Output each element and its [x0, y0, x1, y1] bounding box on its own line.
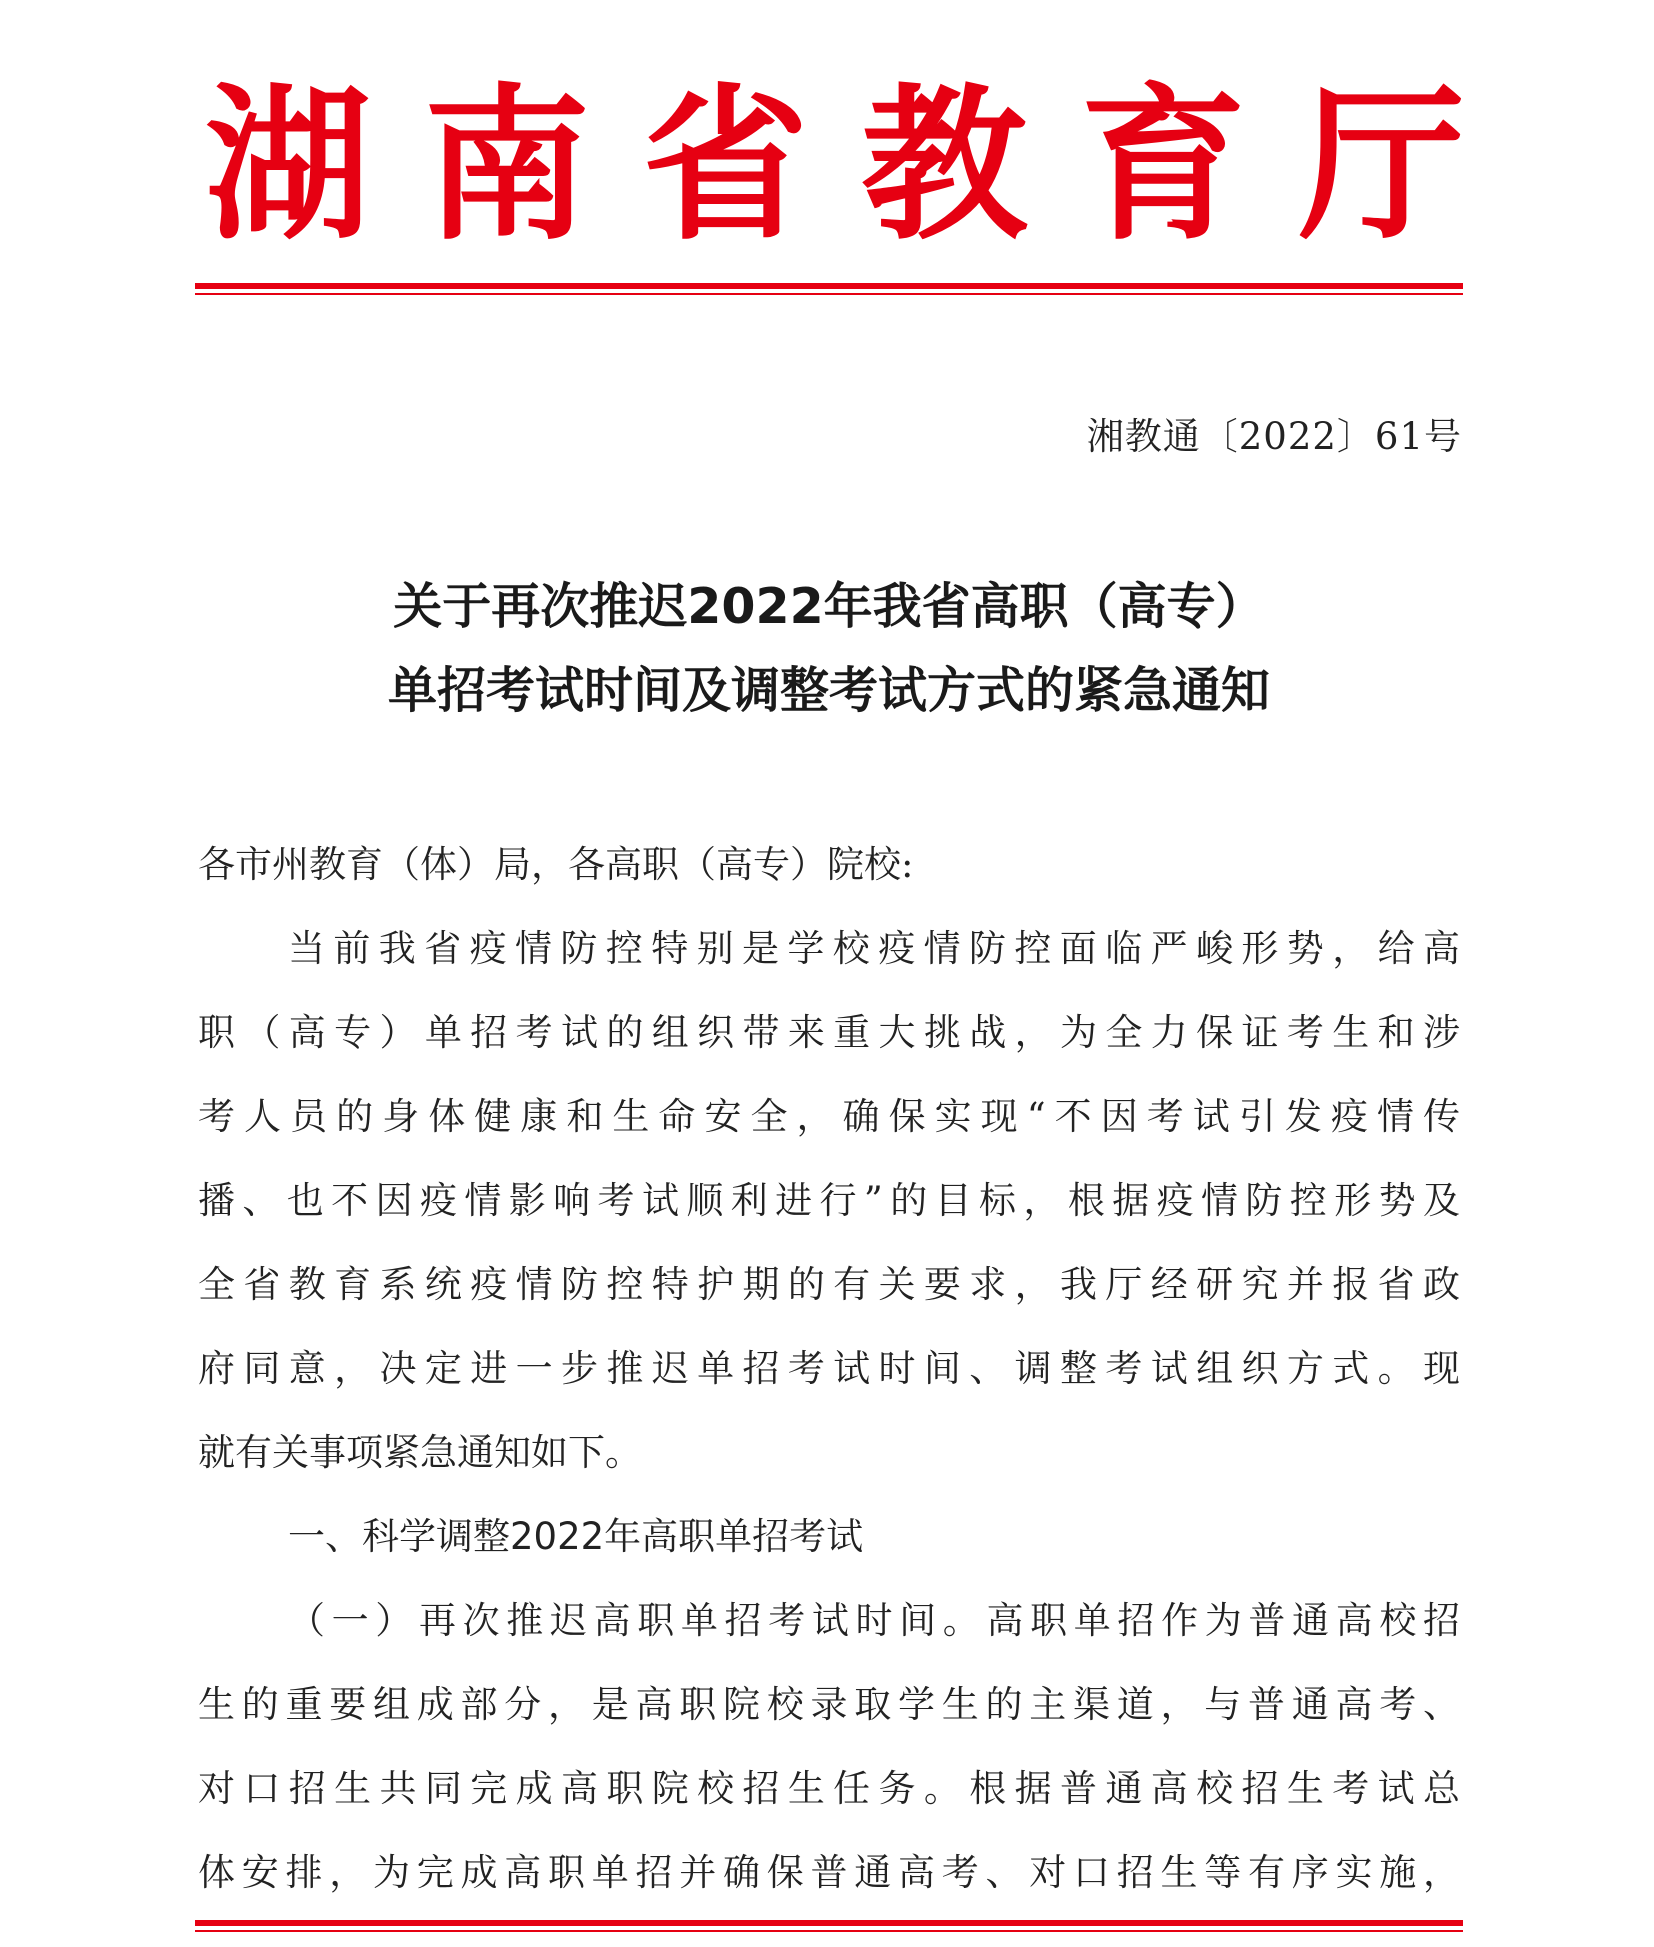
addressee: 各市州教育（体）局，各高职（高专）院校: [198, 843, 914, 886]
section-line: 对口招生共同完成高职院校招生任务。根据普通高校招生考试总 [198, 1767, 1460, 1810]
body-line: 职（高专）单招考试的组织带来重大挑战，为全力保证考生和涉 [198, 1011, 1460, 1054]
masthead-char: 教 [861, 68, 1028, 263]
masthead-char: 省 [642, 68, 809, 263]
title-line-2: 单招考试时间及调整考试方式的紧急通知 [387, 662, 1270, 719]
footer-rule-thick [195, 1920, 1463, 1926]
masthead-rule-thin [195, 293, 1463, 295]
section-heading: 一、科学调整2022年高职单招考试 [288, 1515, 864, 1558]
body-line: 播、也不因疫情影响考试顺利进行”的目标，根据疫情防控形势及 [198, 1179, 1460, 1222]
section-line: （一）再次推迟高职单招考试时间。高职单招作为普通高校招 [288, 1599, 1460, 1642]
document-title [195, 565, 1463, 733]
masthead [205, 68, 1465, 263]
document-body [198, 823, 1460, 1915]
footer-rule-thin [195, 1930, 1463, 1932]
document-number: 湘教通〔2022〕61号 [1086, 415, 1462, 458]
title-line-1: 关于再次推迟2022年我省高职（高专） [393, 578, 1265, 635]
masthead-rule-thick [195, 283, 1463, 289]
body-line: 考人员的身体健康和生命安全，确保实现“不因考试引发疫情传 [198, 1095, 1460, 1138]
body-line: 就有关事项紧急通知如下。 [198, 1431, 642, 1474]
section-line: 生的重要组成部分，是高职院校录取学生的主渠道，与普通高考、 [198, 1683, 1460, 1726]
section-line: 体安排，为完成高职单招并确保普通高考、对口招生等有序实施， [198, 1851, 1460, 1894]
body-line: 全省教育系统疫情防控特护期的有关要求，我厅经研究并报省政 [198, 1263, 1460, 1306]
masthead-char: 厅 [1298, 68, 1465, 263]
body-line: 府同意，决定进一步推迟单招考试时间、调整考试组织方式。现 [198, 1347, 1460, 1390]
masthead-char: 南 [423, 68, 590, 263]
masthead-char: 湖 [205, 68, 371, 263]
masthead-char: 育 [1080, 68, 1247, 263]
body-line: 当前我省疫情防控特别是学校疫情防控面临严峻形势，给高 [288, 927, 1460, 970]
